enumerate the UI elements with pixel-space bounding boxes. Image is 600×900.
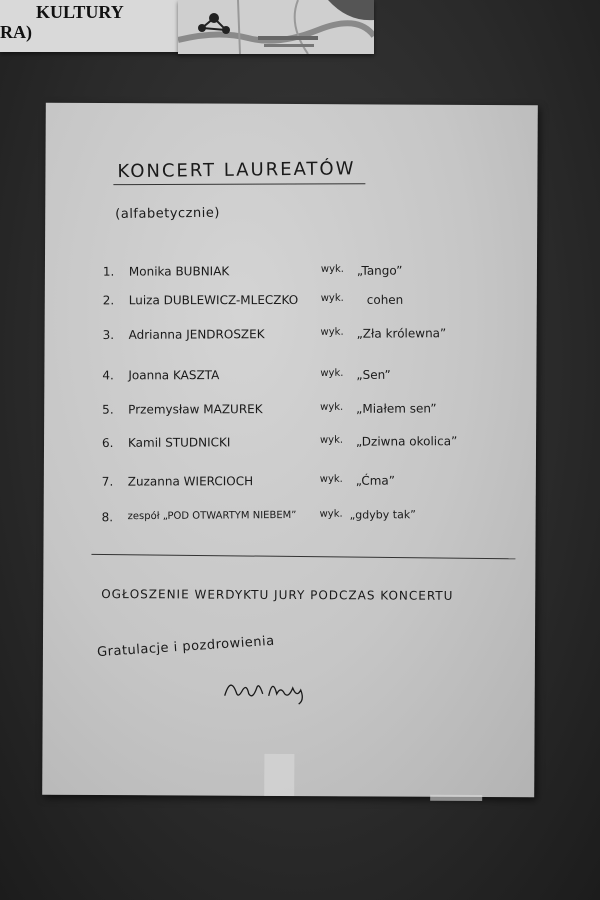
entry-song: „gdyby tak” <box>349 508 416 522</box>
poster-text-line-2: RA) <box>0 22 32 42</box>
entry-number: 1. <box>102 264 115 279</box>
entry-number: 8. <box>101 510 114 525</box>
notice-subtitle: (alfabetycznie) <box>115 205 220 222</box>
entry-number: 2. <box>102 293 115 308</box>
entry-song: cohen <box>366 292 404 307</box>
entry-song: „Dziwna okolica” <box>355 434 458 449</box>
entry-name: Monika BUBNIAK <box>128 264 230 279</box>
laureate-entry <box>45 293 537 318</box>
entry-song: „Ćma” <box>355 473 396 488</box>
entry-name: Adrianna JENDROSZEK <box>128 327 265 342</box>
entry-number: 5. <box>102 402 114 417</box>
tape-strip-bottom <box>430 795 482 801</box>
entry-song: „Tango” <box>356 263 403 278</box>
entry-performs: wyk. <box>320 292 344 304</box>
verdict-announcement: OGŁOSZENIE WERDYKTU JURY PODCZAS KONCERTU <box>101 587 454 603</box>
entry-number: 3. <box>102 327 115 342</box>
laureate-entry <box>45 326 537 353</box>
section-divider <box>91 554 515 559</box>
entry-song: „Zła królewna” <box>356 326 447 341</box>
entry-name: Przemysław MAZUREK <box>128 402 263 417</box>
entry-performs: wyk. <box>320 367 344 379</box>
map-illustration <box>178 0 374 54</box>
entry-name: Zuzanna WIERCIOCH <box>127 474 254 489</box>
map-fragment <box>178 0 374 54</box>
entry-number: 4. <box>102 368 114 383</box>
entry-name: Kamil STUDNICKI <box>127 435 231 450</box>
entry-performs: wyk. <box>319 434 344 446</box>
laureate-entry <box>44 401 536 427</box>
entry-performs: wyk. <box>319 508 343 520</box>
poster-text-line-1: KULTURY <box>36 2 124 22</box>
entry-name: zespół „POD OTWARTYM NIEBEM” <box>127 509 297 523</box>
entry-number: 7. <box>101 474 114 489</box>
congratulations-note: Gratulacje i pozdrowienia <box>96 633 276 661</box>
laureate-entry <box>44 473 536 499</box>
entry-performs: wyk. <box>320 326 344 338</box>
laureate-entry <box>44 507 536 534</box>
entry-number: 6. <box>101 435 114 450</box>
laureate-entry <box>45 263 537 289</box>
entry-song: „Miałem sen” <box>356 401 437 416</box>
entry-song: „Sen” <box>356 367 391 382</box>
entry-name: Joanna KASZTA <box>128 368 220 383</box>
entry-name: Luiza DUBLEWICZ-MLECZKO <box>128 292 299 308</box>
poster-fragment <box>0 0 180 52</box>
notice-sheet <box>42 103 538 798</box>
signature-scribble <box>221 668 311 708</box>
laureate-entry <box>44 434 536 461</box>
entry-performs: wyk. <box>319 473 343 485</box>
entry-performs: wyk. <box>320 401 344 413</box>
entry-performs: wyk. <box>320 263 344 275</box>
signature <box>221 668 311 713</box>
title-underline <box>113 183 365 185</box>
tape-strip <box>264 754 294 796</box>
notice-title: KONCERT LAUREATÓW <box>117 158 356 183</box>
laureate-entry <box>44 368 536 393</box>
